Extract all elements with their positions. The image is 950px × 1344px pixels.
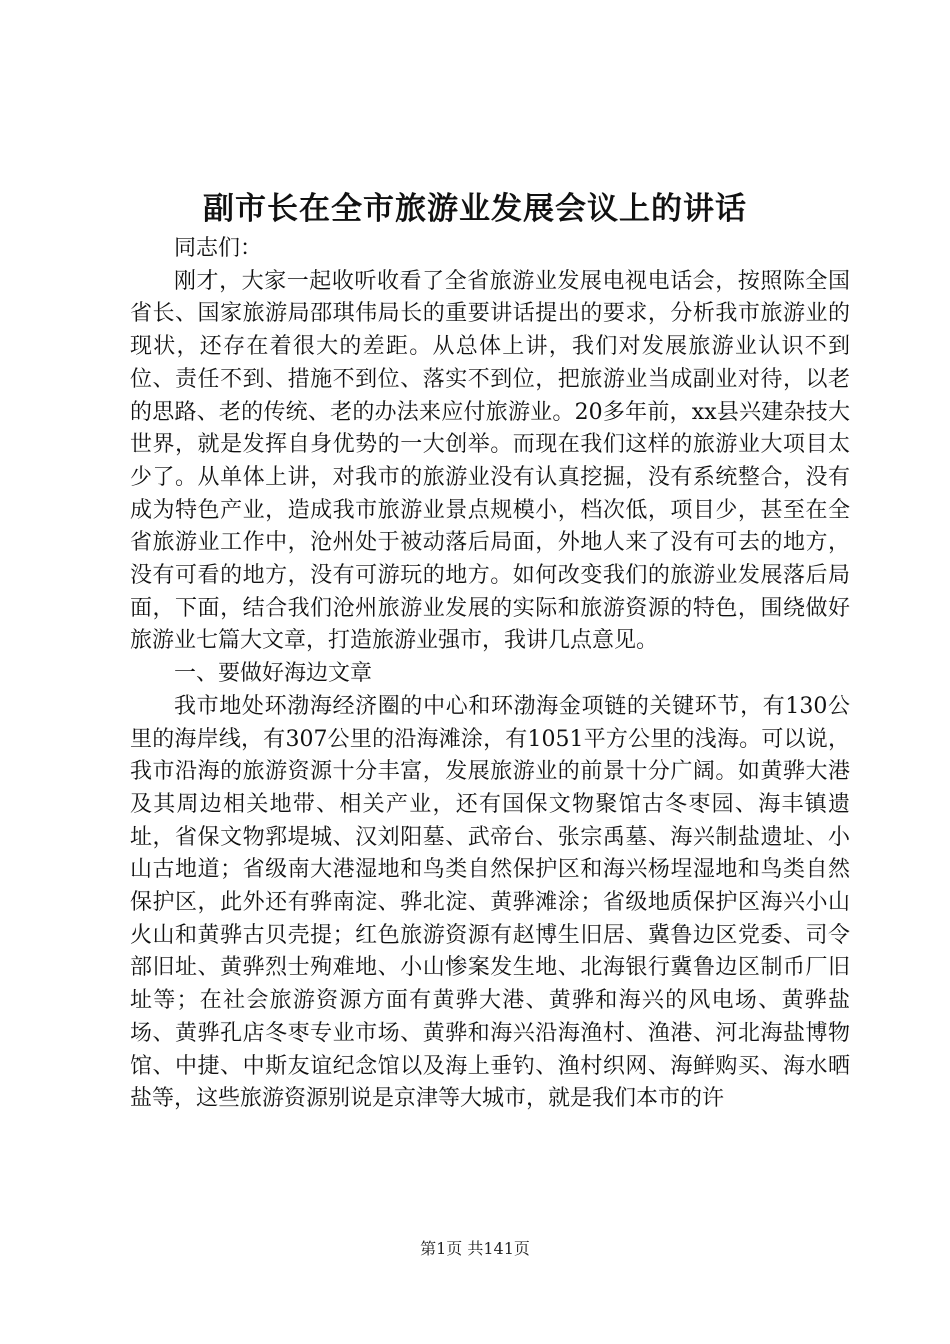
document-title: 副市长在全市旅游业发展会议上的讲话	[203, 191, 747, 227]
salutation: 同志们：	[174, 236, 263, 261]
body-paragraph: 我市地处环渤海经济圈的中心和环渤海金项链的关键环节，有130公里的海岸线，有307公里的沿海滩涂，有1051平方公里的浅海。可以说，我市沿海的旅游资源十分丰富，发展旅游业的前景十分广阔。如黄骅大港及其周边相关地带、相关产业，还有国保文物聚馆古冬枣园、海丰镇遗址，省保文物郛堤城、汉刘阳墓、武帝台、张宗禹墓、海兴制盐遗址、小山古地道；省级南大港湿地和鸟类自然保护区和海兴杨埕湿地和鸟类自然保护区，此外还有骅南淀、骅北淀、黄骅滩涂；省级地质保护区海兴小山火山和黄骅古贝壳提；红色旅游资源有赵博生旧居、冀鲁边区党委、司令部旧址、黄骅烈士殉难地、小山惨案发生地、北海银行冀鲁边区制币厂旧址等；在社会旅游资源方面有黄骅大港、黄骅和海兴的风电场、黄骅盐场、黄骅孔店冬枣专业市场、黄骅和海兴沿海渔村、渔港、河北海盐博物馆、中捷、中斯友谊纪念馆以及海上垂钓、渔村织网、海鲜购买、海水晒盐等，这些旅游资源别说是京津等大城市，就是我们本市的许	[130, 693, 850, 1112]
document-body	[130, 233, 850, 1116]
page-footer: 第1页 共141页	[420, 1239, 530, 1258]
body-paragraph: 刚才，大家一起收听收看了全省旅游业发展电视电话会，按照陈全国省长、国家旅游局邵琪伟局长的重要讲话提出的要求，分析我市旅游业的现状，还存在着很大的差距。从总体上讲，我们对发展旅游业认识不到位、责任不到、措施不到位、落实不到位，把旅游业当成副业对待，以老的思路、老的传统、老的办法来应付旅游业。20多年前，xx县兴建杂技大世界，就是发挥自身优势的一大创举。而现在我们这样的旅游业大项目太少了。从单体上讲，对我市的旅游业没有认真挖掘，没有系统整合，没有成为特色产业，造成我市旅游业景点规模小，档次低，项目少，甚至在全省旅游业工作中，沧州处于被动落后局面，外地人来了没有可去的地方，没有可看的地方，没有可游玩的地方。如何改变我们的旅游业发展落后局面，下面，结合我们沧州旅游业发展的实际和旅游资源的特色，围绕做好旅游业七篇大文章，打造旅游业强市，我讲几点意见。	[130, 268, 850, 654]
section-heading: 一、要做好海边文章	[174, 661, 373, 687]
